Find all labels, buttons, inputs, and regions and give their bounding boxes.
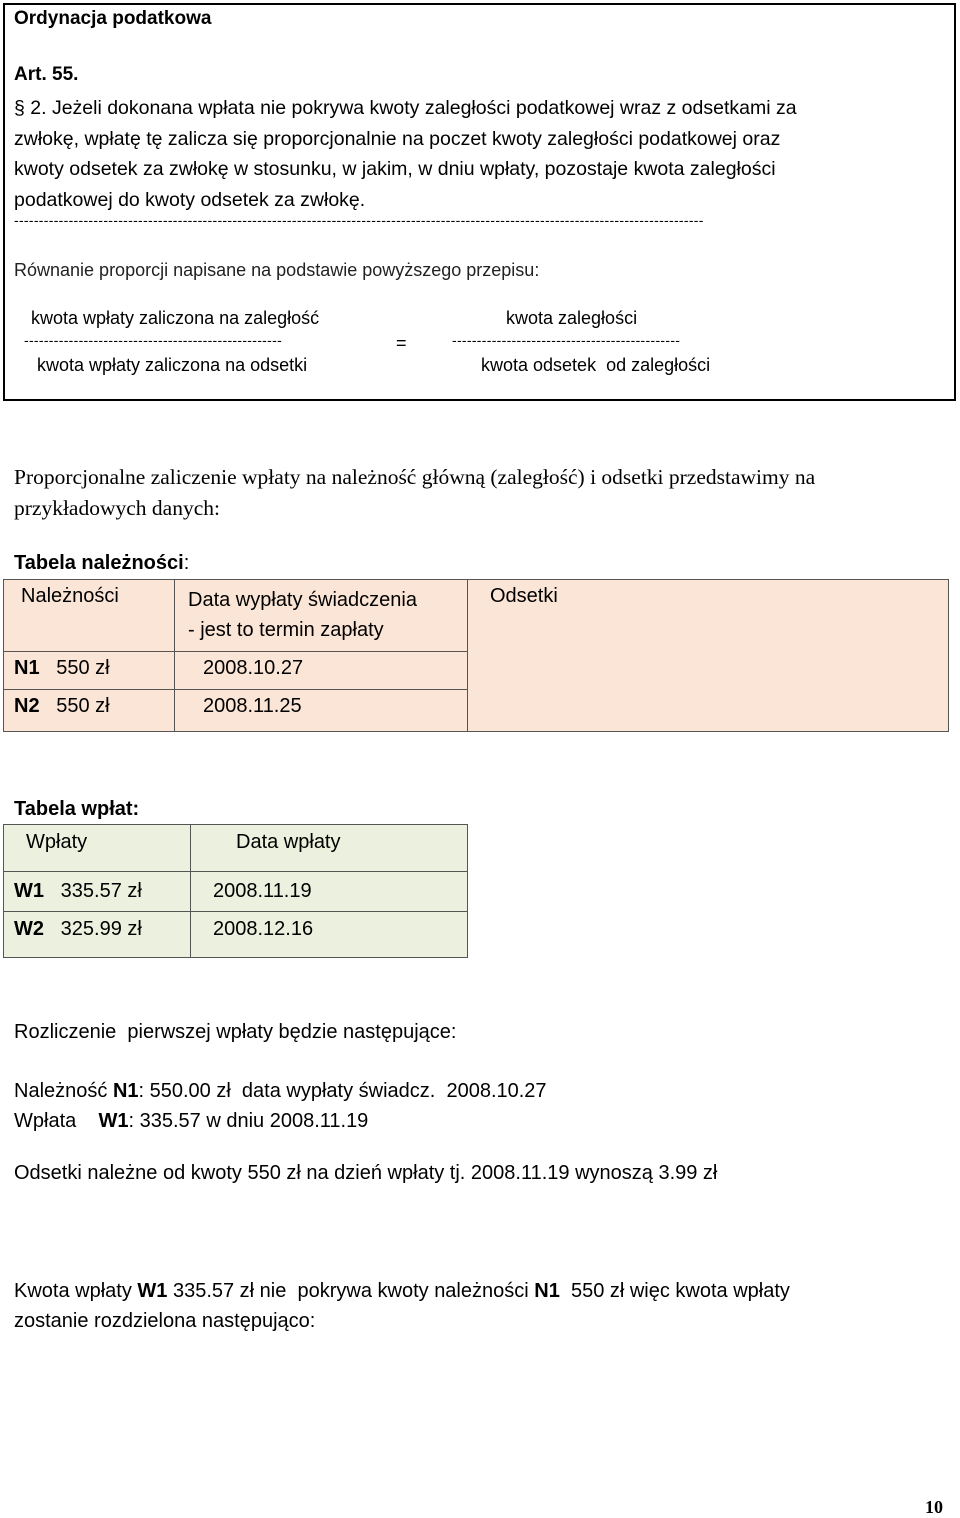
article-paragraph: [14, 93, 797, 215]
table-cell: [191, 912, 468, 958]
header-payments: Wpłaty: [26, 831, 88, 853]
text-part: Kwota wpłaty: [14, 1280, 138, 1302]
payment-date: 2008.11.19: [213, 880, 312, 902]
header-cell: [468, 580, 949, 732]
header-cell: [4, 580, 175, 652]
intro-line: Proporcjonalne zaliczenie wpłaty na należność główną (zaległość) i odsetki przedstawimy na: [14, 465, 816, 489]
header-payout-date: Data wypłaty świadczenia: [188, 589, 417, 611]
header-cell: [175, 580, 468, 652]
receivables-title-colon: :: [183, 552, 190, 574]
left-numerator: kwota wpłaty zaliczona na zaległość: [31, 308, 320, 328]
receivables-table-title: [14, 552, 189, 575]
table-row: [4, 872, 468, 912]
payment-id: W1: [14, 880, 44, 902]
receivable-amount: 550 zł: [56, 695, 110, 717]
table-cell: [175, 652, 468, 690]
equation-heading: Równanie proporcji napisane na podstawie powyższego przepisu:: [14, 260, 540, 280]
header-payout-note: - jest to termin zapłaty: [188, 619, 384, 641]
payment-amount: 335.57 zł: [60, 880, 142, 902]
paragraph-line: zwłokę, wpłatę tę zalicza się proporcjonalnie na poczet kwoty zaległości podatkowej oraz: [14, 127, 781, 150]
table-header-row: [4, 825, 468, 872]
page-number: 10: [925, 1497, 943, 1517]
header-cell: [4, 825, 191, 872]
receivable-id: N1: [14, 657, 40, 679]
paragraph-line: § 2. Jeżeli dokonana wpłata nie pokrywa kwoty zaległości podatkowej wraz z odsetkami za: [14, 97, 797, 119]
header-receivables: Należności: [21, 585, 119, 607]
table-cell: [4, 652, 175, 690]
receivable-date: 2008.11.25: [203, 695, 302, 717]
paragraph-line: kwoty odsetek za zwłokę w stosunku, w jakim, w dniu wpłaty, pozostaje kwota zaległości: [14, 158, 776, 180]
right-numerator: kwota zaległości: [506, 308, 638, 328]
receivable-ref: N1: [112, 1080, 139, 1102]
payment-ref: W1: [98, 1110, 129, 1132]
label-text: Należność: [14, 1080, 113, 1102]
label-text: Wpłata: [14, 1110, 99, 1132]
receivable-id: N2: [14, 695, 40, 717]
table-cell: [4, 690, 175, 732]
text-part: 335.57 zł nie pokrywa kwoty należności: [167, 1280, 535, 1302]
payment-amount: 325.99 zł: [60, 918, 142, 940]
table-cell: [4, 872, 191, 912]
receivable-date: 2008.10.27: [203, 657, 304, 679]
left-denominator: kwota wpłaty zaliczona na odsetki: [37, 355, 308, 375]
receivables-title-text: Tabela należności: [14, 552, 184, 574]
interest-line: Odsetki należne od kwoty 550 zł na dzień wpłaty tj. 2008.11.19 wynoszą 3.99 zł: [14, 1162, 718, 1184]
article-number: Art. 55.: [14, 64, 79, 85]
table-header-row: [4, 580, 949, 652]
header-payment-date: Data wpłaty: [236, 831, 341, 853]
payment-id: W2: [14, 918, 44, 940]
payment-details: : 335.57 w dniu 2008.11.19: [128, 1110, 369, 1132]
final-statement-line-2: zostanie rozdzielona następująco:: [14, 1310, 316, 1332]
payment-ref: W1: [137, 1280, 168, 1302]
law-title: Ordynacja podatkowa: [14, 8, 212, 29]
paragraph-line: podatkowej do kwoty odsetek za zwłokę.: [14, 188, 366, 211]
table-cell: [4, 912, 191, 958]
settlement-receivable-line: [14, 1080, 547, 1103]
separator-line: -------------------------------------------------------------------------------------------------------------------------------------------: [14, 212, 704, 228]
final-statement-line: [14, 1280, 790, 1303]
intro-line: przykładowych danych:: [14, 496, 220, 520]
right-denominator: kwota odsetek od zaległości: [481, 355, 711, 375]
header-interest: Odsetki: [490, 585, 558, 607]
table-row: [4, 912, 468, 958]
receivable-amount: 550 zł: [56, 657, 110, 679]
receivable-details: : 550.00 zł data wypłaty świadcz. 2008.10.27: [138, 1080, 547, 1102]
settlement-payment-line: [14, 1110, 368, 1133]
receivables-table: [3, 579, 949, 732]
settlement-heading: Rozliczenie pierwszej wpłaty będzie następujące:: [14, 1021, 457, 1043]
intro-paragraph: [14, 462, 815, 524]
text-part: 550 zł więc kwota wpłaty: [559, 1280, 790, 1302]
right-fraction-line: ----------------------------------------------: [452, 332, 681, 348]
payment-date: 2008.12.16: [213, 918, 314, 940]
payments-table-title: Tabela wpłat:: [14, 798, 140, 820]
left-fraction-line: ----------------------------------------------------: [24, 332, 283, 348]
equals-sign: =: [396, 333, 407, 353]
receivable-ref: N1: [534, 1280, 560, 1302]
table-cell: [175, 690, 468, 732]
header-cell: [191, 825, 468, 872]
payments-table: [3, 824, 468, 958]
table-cell: [191, 872, 468, 912]
